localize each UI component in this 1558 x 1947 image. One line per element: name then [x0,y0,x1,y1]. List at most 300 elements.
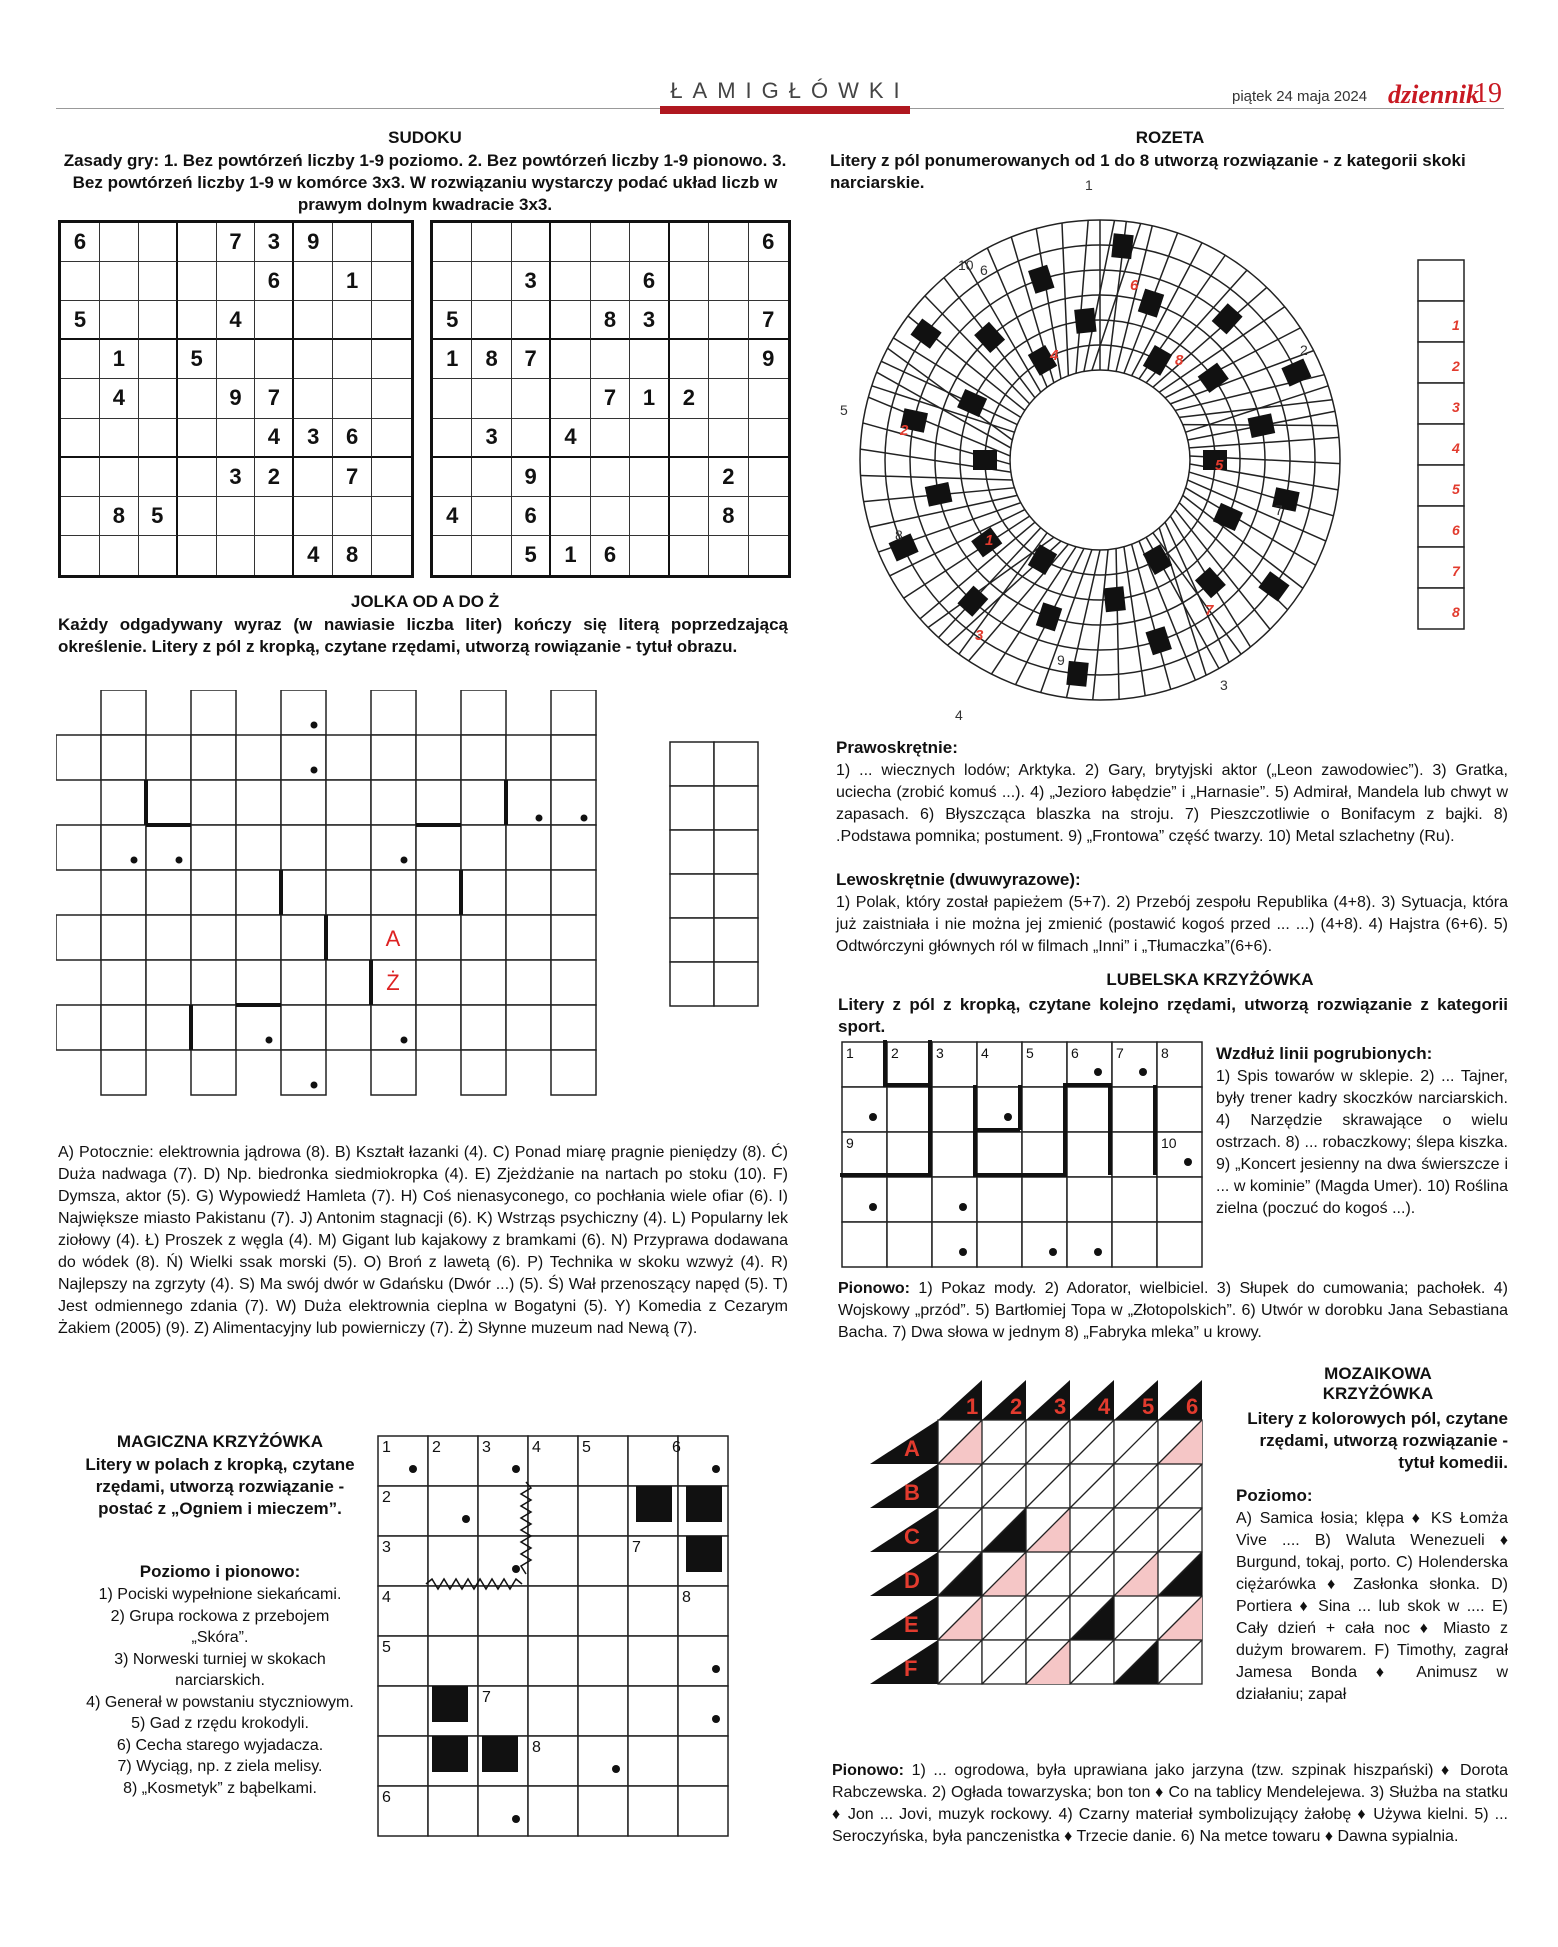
jolka-cell[interactable] [101,825,146,870]
sudoku-cell[interactable]: 4 [294,536,333,575]
magiczna-cell[interactable] [528,1486,578,1536]
sudoku-cell[interactable] [100,419,139,458]
sudoku-cell[interactable]: 5 [512,536,551,575]
lubelska-cell[interactable] [1067,1087,1112,1132]
sudoku-cell[interactable]: 4 [255,419,294,458]
magiczna-cell[interactable] [528,1586,578,1636]
sudoku-cell[interactable] [551,497,590,536]
sudoku-cell[interactable] [178,458,217,497]
sudoku-cell[interactable] [551,262,590,301]
jolka-cell[interactable] [191,870,236,915]
sudoku-cell[interactable] [139,536,178,575]
magiczna-cell[interactable] [678,1736,728,1786]
sudoku-cell[interactable] [670,458,709,497]
sudoku-cell[interactable] [372,301,411,340]
sudoku-cell[interactable] [61,419,100,458]
jolka-cell[interactable] [461,1005,506,1050]
lubelska-cell[interactable] [977,1222,1022,1267]
sudoku-cell[interactable] [630,419,669,458]
sudoku-cell[interactable]: 3 [255,223,294,262]
jolka-cell[interactable] [236,735,281,780]
jolka-answer-cell[interactable] [670,962,714,1006]
sudoku-cell[interactable] [255,536,294,575]
sudoku-cell[interactable] [139,379,178,418]
jolka-cell[interactable] [281,780,326,825]
jolka-cell[interactable] [146,1005,191,1050]
sudoku-cell[interactable]: 9 [512,458,551,497]
sudoku-grid-2[interactable] [430,220,791,578]
sudoku-cell[interactable] [591,223,630,262]
sudoku-cell[interactable]: 7 [512,340,551,379]
sudoku-cell[interactable] [255,497,294,536]
lubelska-cell[interactable] [1022,1222,1067,1267]
jolka-cell[interactable] [551,1005,596,1050]
sudoku-cell[interactable]: 3 [630,301,669,340]
sudoku-cell[interactable] [100,223,139,262]
lubelska-cell[interactable] [1067,1177,1112,1222]
magiczna-cell[interactable] [578,1786,628,1836]
jolka-cell[interactable] [506,780,551,825]
sudoku-cell[interactable] [512,419,551,458]
sudoku-cell[interactable] [100,262,139,301]
lubelska-grid[interactable] [840,1040,1210,1270]
magiczna-cell[interactable] [378,1736,428,1786]
sudoku-cell[interactable] [294,262,333,301]
sudoku-cell[interactable]: 3 [512,262,551,301]
jolka-grid[interactable] [56,690,656,1110]
magiczna-cell[interactable] [678,1436,728,1486]
magiczna-cell[interactable] [428,1586,478,1636]
sudoku-cell[interactable] [372,262,411,301]
jolka-cell[interactable] [146,825,191,870]
magiczna-cell[interactable] [428,1636,478,1686]
sudoku-cell[interactable]: 4 [433,497,472,536]
jolka-answer-cell[interactable] [670,918,714,962]
sudoku-cell[interactable] [630,536,669,575]
sudoku-cell[interactable] [61,379,100,418]
rozeta-answer-cell[interactable] [1418,260,1464,301]
jolka-cell[interactable] [506,915,551,960]
jolka-cell[interactable] [326,1005,371,1050]
sudoku-cell[interactable]: 2 [709,458,748,497]
jolka-cell[interactable] [146,780,191,825]
lubelska-cell[interactable] [977,1132,1022,1177]
jolka-cell[interactable] [101,735,146,780]
sudoku-cell[interactable] [61,262,100,301]
sudoku-cell[interactable] [217,419,256,458]
magiczna-cell[interactable] [628,1736,678,1786]
jolka-cell[interactable] [461,1050,506,1095]
jolka-answer-cell[interactable] [670,874,714,918]
sudoku-cell[interactable] [472,301,511,340]
magiczna-cell[interactable] [578,1636,628,1686]
magiczna-cell[interactable] [628,1786,678,1836]
sudoku-cell[interactable] [294,301,333,340]
sudoku-cell[interactable] [139,340,178,379]
jolka-cell[interactable] [281,870,326,915]
magiczna-cell[interactable] [628,1636,678,1686]
jolka-cell[interactable] [326,780,371,825]
magiczna-cell[interactable] [428,1536,478,1586]
sudoku-cell[interactable]: 8 [472,340,511,379]
jolka-cell[interactable] [326,735,371,780]
jolka-cell[interactable] [281,825,326,870]
magiczna-cell[interactable] [678,1786,728,1836]
jolka-cell[interactable] [416,735,461,780]
jolka-cell[interactable] [191,690,236,735]
sudoku-cell[interactable] [139,262,178,301]
sudoku-cell[interactable] [217,497,256,536]
sudoku-cell[interactable] [591,340,630,379]
sudoku-cell[interactable] [61,497,100,536]
sudoku-cell[interactable]: 6 [512,497,551,536]
lubelska-cell[interactable] [932,1222,977,1267]
jolka-answer-grid[interactable] [668,740,760,1010]
sudoku-cell[interactable]: 7 [217,223,256,262]
lubelska-cell[interactable] [887,1087,932,1132]
sudoku-cell[interactable]: 6 [591,536,630,575]
sudoku-cell[interactable] [709,379,748,418]
jolka-cell[interactable] [371,870,416,915]
magiczna-cell[interactable] [578,1586,628,1636]
lubelska-cell[interactable] [1112,1177,1157,1222]
jolka-cell[interactable] [506,1005,551,1050]
sudoku-cell[interactable] [591,419,630,458]
jolka-answer-cell[interactable] [714,962,758,1006]
magiczna-cell[interactable] [478,1586,528,1636]
sudoku-cell[interactable] [372,223,411,262]
sudoku-cell[interactable] [709,301,748,340]
sudoku-cell[interactable]: 8 [709,497,748,536]
jolka-cell[interactable] [416,825,461,870]
sudoku-cell[interactable] [255,301,294,340]
sudoku-cell[interactable]: 3 [294,419,333,458]
sudoku-cell[interactable] [472,262,511,301]
jolka-cell[interactable] [371,735,416,780]
sudoku-cell[interactable] [294,458,333,497]
sudoku-cell[interactable]: 3 [217,458,256,497]
sudoku-cell[interactable]: 9 [217,379,256,418]
sudoku-cell[interactable] [333,379,372,418]
sudoku-cell[interactable]: 6 [61,223,100,262]
sudoku-cell[interactable] [372,379,411,418]
magiczna-cell[interactable] [678,1686,728,1736]
sudoku-cell[interactable]: 7 [591,379,630,418]
sudoku-cell[interactable]: 5 [433,301,472,340]
jolka-cell[interactable] [461,915,506,960]
lubelska-cell[interactable] [1022,1087,1067,1132]
lubelska-cell[interactable] [1022,1177,1067,1222]
sudoku-cell[interactable]: 6 [630,262,669,301]
jolka-cell[interactable] [281,960,326,1005]
jolka-cell[interactable] [236,825,281,870]
sudoku-cell[interactable] [749,458,788,497]
lubelska-cell[interactable] [1157,1087,1202,1132]
lubelska-cell[interactable] [887,1222,932,1267]
jolka-cell[interactable] [551,735,596,780]
sudoku-cell[interactable] [512,223,551,262]
jolka-cell[interactable] [191,915,236,960]
jolka-cell[interactable] [551,780,596,825]
sudoku-cell[interactable]: 8 [591,301,630,340]
jolka-cell[interactable] [236,1005,281,1050]
sudoku-cell[interactable] [512,301,551,340]
rozeta-answer[interactable] [1416,258,1466,638]
lubelska-cell[interactable] [842,1087,887,1132]
sudoku-cell[interactable] [670,301,709,340]
sudoku-cell[interactable] [178,262,217,301]
jolka-cell[interactable] [416,915,461,960]
jolka-cell[interactable] [326,870,371,915]
sudoku-cell[interactable]: 5 [61,301,100,340]
sudoku-cell[interactable] [178,536,217,575]
sudoku-cell[interactable] [372,458,411,497]
jolka-cell[interactable] [191,780,236,825]
lubelska-cell[interactable] [1112,1132,1157,1177]
sudoku-cell[interactable] [372,497,411,536]
sudoku-cell[interactable]: 1 [333,262,372,301]
magiczna-cell[interactable] [578,1736,628,1786]
jolka-cell[interactable] [326,960,371,1005]
sudoku-cell[interactable]: 7 [333,458,372,497]
sudoku-cell[interactable] [591,458,630,497]
jolka-cell[interactable] [101,1050,146,1095]
sudoku-cell[interactable]: 4 [217,301,256,340]
sudoku-cell[interactable] [433,223,472,262]
jolka-cell[interactable] [101,1005,146,1050]
sudoku-cell[interactable] [551,379,590,418]
magiczna-cell[interactable] [428,1486,478,1536]
sudoku-cell[interactable] [139,301,178,340]
sudoku-cell[interactable] [433,536,472,575]
lubelska-cell[interactable] [977,1177,1022,1222]
lubelska-cell[interactable] [1067,1132,1112,1177]
jolka-cell[interactable] [191,735,236,780]
sudoku-cell[interactable] [433,458,472,497]
jolka-cell[interactable] [281,690,326,735]
sudoku-cell[interactable]: 4 [100,379,139,418]
jolka-cell[interactable] [461,735,506,780]
sudoku-cell[interactable]: 1 [433,340,472,379]
jolka-cell[interactable] [506,825,551,870]
jolka-answer-cell[interactable] [670,742,714,786]
sudoku-cell[interactable] [100,536,139,575]
sudoku-cell[interactable] [709,223,748,262]
jolka-cell[interactable] [101,915,146,960]
magiczna-grid[interactable] [376,1434,742,1844]
sudoku-cell[interactable] [670,262,709,301]
sudoku-cell[interactable] [178,379,217,418]
magiczna-cell[interactable] [528,1536,578,1586]
sudoku-cell[interactable] [472,536,511,575]
jolka-cell[interactable] [506,735,551,780]
jolka-cell[interactable] [56,825,101,870]
lubelska-cell[interactable] [842,1177,887,1222]
jolka-cell[interactable] [101,870,146,915]
sudoku-cell[interactable] [333,223,372,262]
magiczna-cell[interactable] [578,1686,628,1736]
lubelska-cell[interactable] [1157,1222,1202,1267]
sudoku-cell[interactable] [178,419,217,458]
sudoku-cell[interactable] [630,497,669,536]
sudoku-cell[interactable] [472,223,511,262]
sudoku-cell[interactable]: 9 [294,223,333,262]
lubelska-cell[interactable] [932,1087,977,1132]
sudoku-cell[interactable] [333,301,372,340]
magiczna-cell[interactable] [528,1786,578,1836]
sudoku-cell[interactable] [139,223,178,262]
jolka-cell[interactable] [56,1005,101,1050]
jolka-cell[interactable] [146,870,191,915]
lubelska-cell[interactable] [977,1087,1022,1132]
sudoku-cell[interactable] [100,458,139,497]
jolka-cell[interactable] [551,960,596,1005]
sudoku-cell[interactable] [139,419,178,458]
jolka-cell[interactable] [236,960,281,1005]
jolka-cell[interactable] [461,780,506,825]
sudoku-cell[interactable] [551,458,590,497]
sudoku-cell[interactable] [670,419,709,458]
jolka-cell[interactable] [461,870,506,915]
sudoku-cell[interactable] [749,536,788,575]
jolka-cell[interactable] [281,915,326,960]
lubelska-cell[interactable] [887,1132,932,1177]
jolka-answer-cell[interactable] [670,786,714,830]
jolka-cell[interactable] [281,1005,326,1050]
sudoku-cell[interactable] [372,340,411,379]
sudoku-cell[interactable]: 5 [139,497,178,536]
sudoku-cell[interactable] [178,223,217,262]
jolka-cell[interactable] [191,960,236,1005]
sudoku-cell[interactable]: 1 [551,536,590,575]
jolka-cell[interactable] [101,690,146,735]
sudoku-cell[interactable] [709,262,748,301]
magiczna-cell[interactable] [578,1486,628,1536]
sudoku-cell[interactable] [333,340,372,379]
lubelska-cell[interactable] [932,1177,977,1222]
lubelska-cell[interactable] [842,1222,887,1267]
sudoku-cell[interactable] [591,497,630,536]
sudoku-cell[interactable] [217,536,256,575]
sudoku-cell[interactable] [433,262,472,301]
magiczna-cell[interactable] [528,1636,578,1686]
lubelska-cell[interactable] [1067,1222,1112,1267]
jolka-cell[interactable] [416,780,461,825]
sudoku-cell[interactable] [512,379,551,418]
sudoku-cell[interactable]: 9 [749,340,788,379]
lubelska-cell[interactable] [1112,1087,1157,1132]
sudoku-cell[interactable] [709,419,748,458]
magiczna-cell[interactable] [528,1686,578,1736]
magiczna-cell[interactable] [628,1586,678,1636]
magiczna-cell[interactable] [428,1786,478,1836]
magiczna-cell[interactable] [628,1436,678,1486]
jolka-cell[interactable] [461,825,506,870]
sudoku-cell[interactable] [433,379,472,418]
jolka-cell[interactable] [236,870,281,915]
sudoku-cell[interactable] [178,497,217,536]
jolka-cell[interactable] [191,1050,236,1095]
mozaikowa-grid[interactable] [828,1380,1228,1750]
jolka-cell[interactable] [236,780,281,825]
jolka-cell[interactable] [416,960,461,1005]
sudoku-cell[interactable] [255,340,294,379]
sudoku-cell[interactable] [670,340,709,379]
lubelska-cell[interactable] [887,1177,932,1222]
sudoku-cell[interactable] [749,419,788,458]
jolka-cell[interactable] [326,915,371,960]
jolka-answer-cell[interactable] [714,742,758,786]
jolka-cell[interactable] [416,870,461,915]
sudoku-cell[interactable] [630,340,669,379]
sudoku-cell[interactable] [670,223,709,262]
sudoku-cell[interactable]: 6 [333,419,372,458]
sudoku-cell[interactable] [551,301,590,340]
lubelska-cell[interactable] [1022,1132,1067,1177]
jolka-answer-cell[interactable] [670,830,714,874]
jolka-cell[interactable] [551,825,596,870]
sudoku-cell[interactable] [294,340,333,379]
sudoku-cell[interactable] [472,379,511,418]
jolka-cell[interactable] [56,735,101,780]
sudoku-cell[interactable]: 8 [100,497,139,536]
magiczna-cell[interactable] [378,1686,428,1736]
sudoku-cell[interactable] [709,536,748,575]
jolka-cell[interactable] [551,915,596,960]
jolka-cell[interactable] [236,915,281,960]
jolka-cell[interactable] [146,735,191,780]
magiczna-cell[interactable] [478,1636,528,1686]
sudoku-cell[interactable] [178,301,217,340]
sudoku-cell[interactable]: 5 [178,340,217,379]
lubelska-cell[interactable] [1112,1222,1157,1267]
lubelska-cell[interactable] [1157,1177,1202,1222]
lubelska-cell[interactable] [932,1132,977,1177]
jolka-cell[interactable] [281,735,326,780]
jolka-cell[interactable] [101,780,146,825]
jolka-answer-cell[interactable] [714,918,758,962]
jolka-cell[interactable] [371,780,416,825]
jolka-cell[interactable] [191,825,236,870]
magiczna-cell[interactable] [578,1536,628,1586]
magiczna-cell[interactable] [678,1636,728,1686]
sudoku-cell[interactable]: 6 [255,262,294,301]
sudoku-grid-1[interactable] [58,220,414,578]
magiczna-cell[interactable] [478,1536,528,1586]
sudoku-cell[interactable] [670,497,709,536]
sudoku-cell[interactable] [100,301,139,340]
jolka-cell[interactable] [146,915,191,960]
sudoku-cell[interactable] [749,379,788,418]
jolka-cell[interactable] [56,915,101,960]
jolka-cell[interactable] [191,1005,236,1050]
sudoku-cell[interactable] [709,340,748,379]
jolka-cell[interactable] [461,690,506,735]
sudoku-cell[interactable] [670,536,709,575]
sudoku-cell[interactable]: 2 [255,458,294,497]
sudoku-cell[interactable] [551,223,590,262]
jolka-cell[interactable] [551,870,596,915]
sudoku-cell[interactable] [61,458,100,497]
sudoku-cell[interactable] [372,536,411,575]
jolka-answer-cell[interactable] [714,830,758,874]
sudoku-cell[interactable] [472,458,511,497]
sudoku-cell[interactable] [372,419,411,458]
sudoku-cell[interactable] [294,497,333,536]
rozeta-grid[interactable] [820,170,1380,730]
sudoku-cell[interactable] [139,458,178,497]
sudoku-cell[interactable]: 1 [630,379,669,418]
